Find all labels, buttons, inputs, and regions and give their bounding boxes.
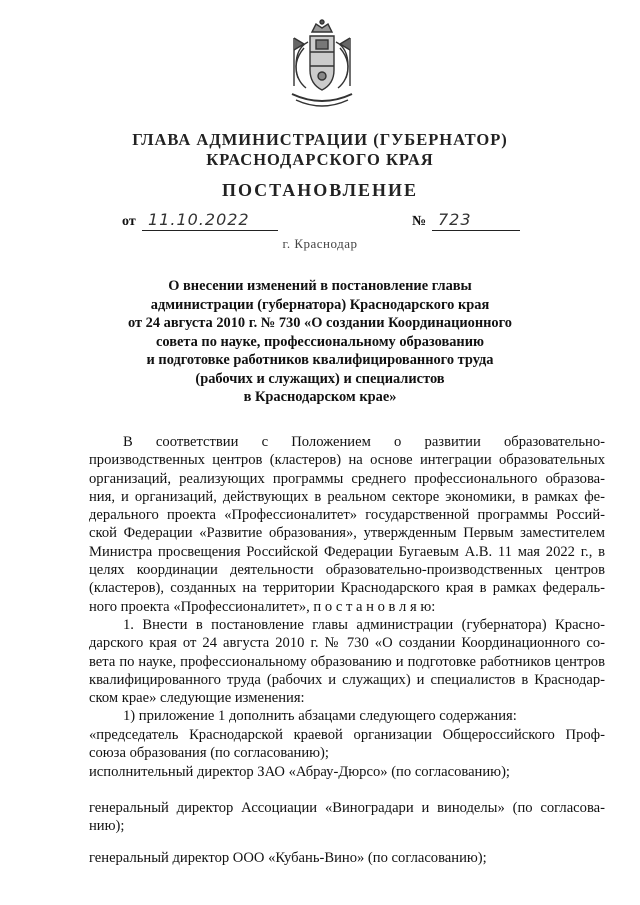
body-line: ской Федерации «Развитие образования», утвержденным Первым заместителем	[89, 525, 605, 542]
body-line: квалифицированного труда (рабочих и служащих) и специалистов в Краснодар-	[89, 671, 605, 688]
number-field: 723	[432, 210, 520, 231]
body-line: нию);	[89, 818, 125, 835]
body-paragraph-q2	[89, 763, 605, 781]
body-line: (кластеров), созданных на территории Краснодарского края в рамках федераль-	[89, 580, 605, 597]
subject-line: совета по науке, профессиональному образованию	[155, 333, 485, 350]
body-line: союза образования (по согласованию);	[89, 745, 329, 762]
authority-title-line2: КРАСНОДАРСКОГО КРАЯ	[206, 150, 434, 169]
body-line: 1. Внести в постановление главы администрации (губернатора) Красно-	[123, 616, 605, 633]
body-line: производственных центров (кластеров) на основе интеграции образовательных	[89, 452, 605, 469]
body-line: ния, и организаций, действующих в реальном секторе экономики, в рамках фе-	[89, 488, 605, 505]
date-number-row	[122, 210, 522, 234]
body-paragraph-preamble	[89, 433, 605, 762]
body-paragraph-q4	[89, 849, 605, 867]
subject-line: (рабочих и служащих) и специалистов	[195, 370, 445, 387]
body-line: Министра просвещения Российской Федерации Бугаевым А.В. 11 мая 2022 г., в	[89, 543, 605, 560]
subject-line: и подготовке работников квалифицированного труда	[146, 352, 494, 368]
body-line: вета по науке, профессиональному образованию и подготовке работников центров	[89, 653, 605, 670]
coat-of-arms-emblem	[282, 18, 362, 114]
subject-line: от 24 августа 2010 г. № 730 «О создании Координационного	[127, 315, 512, 331]
body-line: исполнительный директор ЗАО «Абрау-Дюрсо» (по согласованию);	[89, 764, 510, 780]
body-line: генеральный директор ООО «Кубань-Вино» (по согласованию);	[89, 850, 487, 866]
document-subject	[90, 277, 550, 407]
subject-line: администрации (губернатора) Краснодарского края	[150, 296, 490, 313]
body-line: дерального проекта «Профессионалитет» государственной программы Россий-	[89, 507, 605, 524]
body-line: генеральный директор Ассоциации «Виноградари и виноделы» (по согласова-	[89, 800, 605, 816]
date-prefix: от	[122, 214, 136, 229]
body-line: целях координации деятельности образовательно-производственных центров	[89, 562, 605, 579]
authority-title-line1: ГЛАВА АДМИНИСТРАЦИИ (ГУБЕРНАТОР)	[132, 130, 508, 149]
body-line: ском крае» следующие изменения:	[89, 690, 305, 707]
number-prefix: №	[412, 214, 427, 229]
body-line: В соответствии с Положением о развитии образовательно-	[123, 434, 605, 450]
subject-line: О внесении изменений в постановление главы	[168, 278, 472, 294]
body-line: 1) приложение 1 дополнить абзацами следующего содержания:	[123, 708, 517, 725]
body-line: дарского края от 24 августа 2010 г. № 730 «О создании Координационного со-	[89, 635, 605, 652]
document-type-heading: ПОСТАНОВЛЕНИЕ	[221, 180, 419, 200]
body-paragraph-q3	[89, 799, 605, 836]
body-line: ного проекта «Профессионалитет», п о с т а н о в л я ю:	[89, 598, 436, 615]
city-label: г. Краснодар	[282, 236, 358, 251]
body-line: «председатель Краснодарской краевой организации Общероссийского Проф-	[89, 726, 605, 743]
subject-line: в Краснодарском крае»	[243, 389, 397, 405]
body-line: организаций, реализующих программы среднего профессионального образова-	[89, 470, 605, 487]
date-field: 11.10.2022	[142, 210, 278, 231]
